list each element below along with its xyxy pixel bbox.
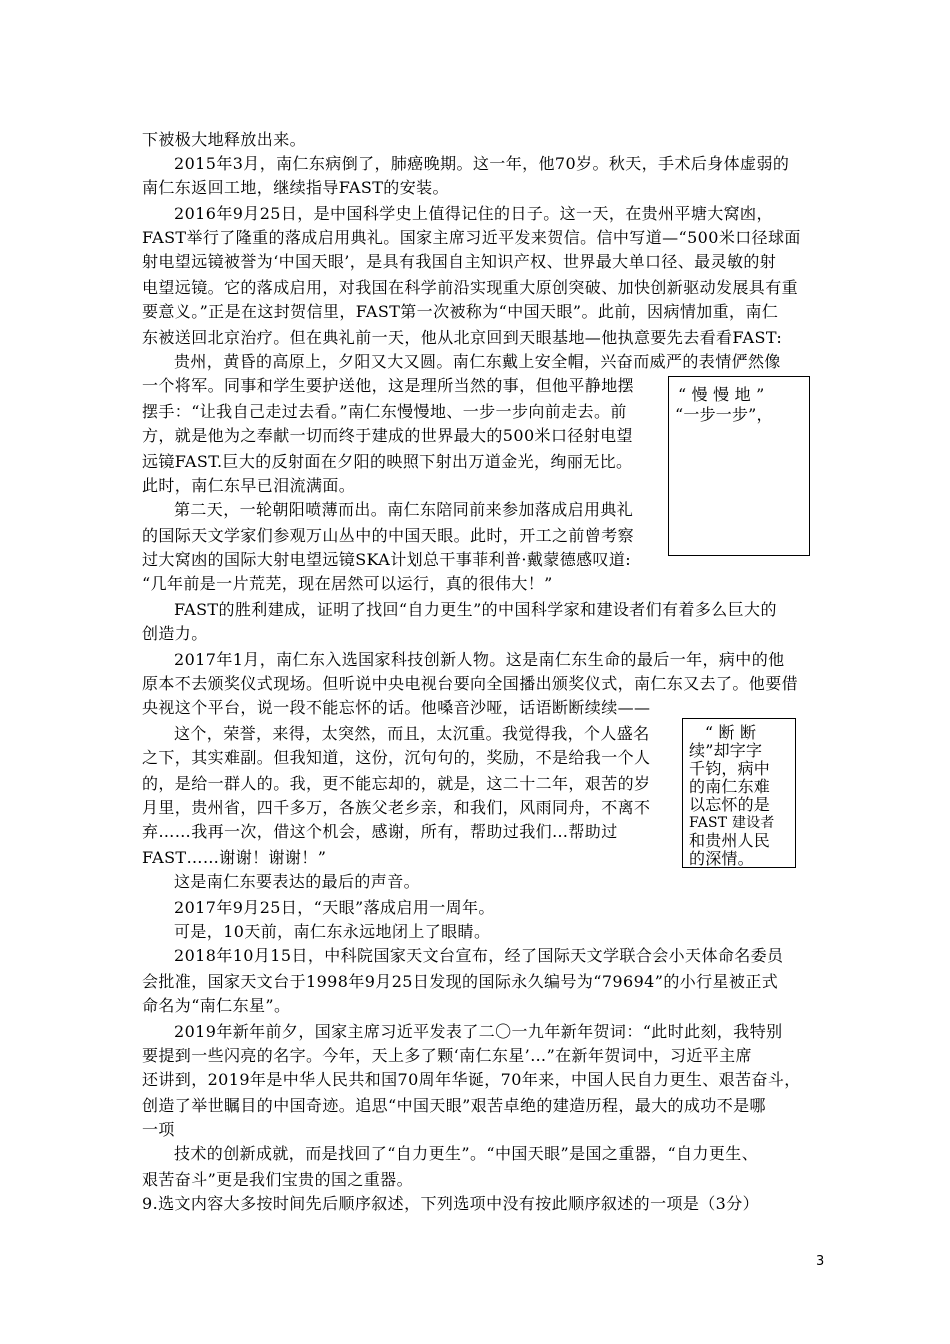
text-line: 的，是给一群人的。我，更不能忘却的，就是，这二十二年，艰苦的岁: [142, 774, 651, 793]
text-line: 电望远镜。它的落成启用，对我国在科学前沿实现重大原创突破、加快创新驱动发展具有重: [142, 278, 799, 297]
text-line: 还讲到，2019年是中华人民共和国70周年华诞，70年来，中国人民自力更生、艰苦奋斗，: [142, 1070, 801, 1089]
text-line: 会批准，国家天文台于1998年9月25日发现的国际永久编号为“79694”的小行星被正式: [142, 972, 779, 991]
text-line: 南仁东返回工地，继续指导FAST的安装。: [142, 178, 449, 197]
page-number: 3: [816, 1254, 825, 1269]
text-line: 原本不去颁奖仪式现场。但听说中央电视台要向全国播出颁奖仪式，南仁东又去了。他要借: [142, 674, 799, 693]
text-line: 贵州，黄昏的高原上，夕阳又大又圆。南仁东戴上安全帽，兴奋而威严的表情俨然像: [174, 352, 781, 371]
text-line: 摆手：“让我自己走过去看。”南仁东慢慢地、一步一步向前走去。前: [142, 402, 627, 421]
annotation-line: FAST 建设者: [689, 815, 775, 831]
annotation-line: “一步一步”，: [675, 405, 773, 424]
text-line: 下被极大地释放出来。: [142, 130, 307, 149]
text-line: 2015年3月，南仁东病倒了，肺癌晚期。这一年，他70岁。秋天，手术后身体虚弱的: [174, 154, 790, 173]
text-line: 央视这个平台，说一段不能忘怀的话。他嗓音沙哑，话语断断续续——: [142, 698, 651, 717]
text-line: 过大窝凼的国际大射电望远镜SKA计划总干事菲利普·戴蒙德感叹道:: [142, 550, 632, 569]
text-line: 东被送回北京治疗。但在典礼前一天，他从北京回到天眼基地—他执意要先去看看FAST:: [142, 328, 783, 347]
text-line: 这是南仁东要表达的最后的声音。: [174, 872, 421, 891]
text-line: 要意义。”正是在这封贺信里，FAST第一次被称为“中国天眼”。此前，因病情加重，南仁: [142, 302, 779, 321]
text-line: “几年前是一片荒芜，现在居然可以运行，真的很伟大！”: [142, 574, 553, 593]
text-line: 月里，贵州省，四千多万，各族父老乡亲，和我们，风雨同舟，不离不: [142, 798, 651, 817]
text-line: 创造了举世瞩目的中国奇迹。追思“中国天眼”艰苦卓绝的建造历程，最大的成功不是哪: [142, 1096, 766, 1115]
text-line: 远镜FAST.巨大的反射面在夕阳的映照下射出万道金光，绚丽无比。: [142, 452, 633, 471]
text-line: 2017年9月25日，“天眼”落成启用一周年。: [174, 898, 495, 917]
text-line: 第二天，一轮朝阳喷薄而出。南仁东陪同前来参加落成启用典礼: [174, 500, 634, 519]
annotation-line: 的深情。: [689, 849, 754, 868]
text-line: 这个，荣誉，来得，太突然，而且，太沉重。我觉得我，个人盛名: [174, 724, 650, 743]
text-line: 之下，其实难副。但我知道，这份，沉句句的，奖励，不是给我一个人: [142, 748, 651, 767]
text-line: 2018年10月15日，中科院国家天文台宣布，经了国际天文学联合会小天体命名委员: [174, 946, 784, 965]
text-line: FAST……谢谢！谢谢！”: [142, 848, 327, 867]
text-line: 要提到一些闪亮的名字。今年，天上多了颗‘南仁东星’…”在新年贺词中，习近平主席: [142, 1046, 752, 1065]
text-line: 的国际天文学家们参观万山丛中的中国天眼。此时，开工之前曾考察: [142, 526, 635, 545]
text-line: 射电望远镜被誉为‘中国天眼’，是具有我国自主知识产权、世界最大单口径、最灵敏的射: [142, 252, 777, 271]
annotation-box: [682, 718, 796, 868]
annotation-line: 以忘怀的是: [689, 795, 771, 814]
annotation-line: “ 慢 慢 地 ”: [678, 385, 765, 404]
text-line: 方，就是他为之奉献一切而终于建成的世界最大的500米口径射电望: [142, 426, 633, 445]
text-line: 2017年1月，南仁东入选国家科技创新人物。这是南仁东生命的最后一年，病中的他: [174, 650, 785, 669]
annotation-line: 的南仁东难: [689, 777, 771, 796]
annotation-line: “ 断 断: [689, 723, 757, 742]
text-line: 2016年9月25日，是中国科学史上值得记住的日子。这一天，在贵州平塘大窝凼，: [174, 204, 773, 223]
text-line: 技术的创新成就，而是找回了“自力更生”。“中国天眼”是国之重器，“自力更生、: [174, 1144, 759, 1163]
text-line: 一项: [142, 1120, 175, 1139]
text-line: FAST的胜利建成，证明了找回“自力更生”的中国科学家和建设者们有着多么巨大的: [174, 600, 777, 619]
text-line: 可是，10天前，南仁东永远地闭上了眼睛。: [174, 922, 491, 941]
text-line: 弃……我再一次，借这个机会，感谢，所有，帮助过我们…帮助过: [142, 822, 618, 841]
text-line: 2019年新年前夕，国家主席习近平发表了二〇一九年新年贺词：“此时此刻，我特别: [174, 1022, 783, 1041]
text-line: 一个将军。同事和学生要护送他，这是理所当然的事，但他平静地摆: [142, 376, 635, 395]
annotation-line: 续”却字字: [689, 741, 763, 760]
text-line: 此时，南仁东早已泪流满面。: [142, 476, 356, 495]
text-line: FAST举行了隆重的落成启用典礼。国家主席习近平发来贺信。信中写道—“500米口径球面: [142, 228, 801, 247]
text-line: 艰苦奋斗”更是我们宝贵的国之重器。: [142, 1170, 413, 1189]
annotation-line: 千钧，病中: [689, 759, 771, 778]
text-line: 命名为“南仁东星”。: [142, 996, 291, 1015]
annotation-box: [668, 376, 810, 556]
text-line: 创造力。: [142, 624, 208, 643]
question-line: 9.选文内容大多按时间先后顺序叙述，下列选项中没有按此顺序叙述的一项是（3分）: [142, 1194, 760, 1213]
annotation-line: 和贵州人民: [689, 831, 771, 850]
